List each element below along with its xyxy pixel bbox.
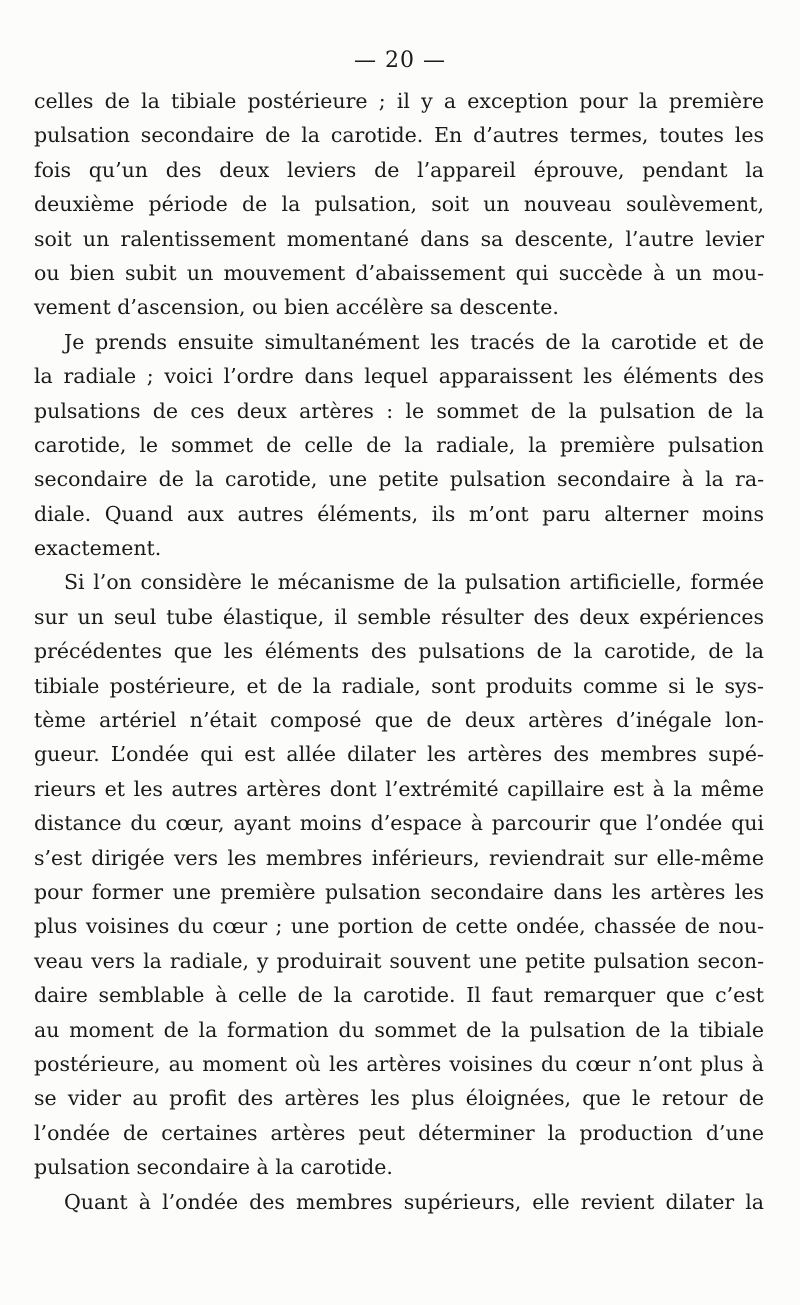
text-line: se vider au profit des artères les plus éloignées, que le retour de	[34, 1086, 764, 1111]
text-line: Quant à l’ondée des membres supérieurs, elle revient dilater la	[64, 1189, 764, 1214]
text-line: soit un ralentissement momentané dans sa descente, l’autre levier	[34, 226, 764, 251]
text-line: plus voisines du cœur ; une portion de cette ondée, chassée de nou-	[34, 914, 764, 939]
text-line: carotide, le sommet de celle de la radiale, la première pulsation	[34, 432, 764, 457]
text-line: veau vers la radiale, y produirait souvent une petite pulsation secon-	[34, 948, 764, 973]
text-line: celles de la tibiale postérieure ; il y a exception pour la première	[34, 89, 764, 113]
text-line: tème artériel n’était composé que de deux artères d’inégale lon-	[34, 708, 764, 733]
text-line: l’ondée de certaines artères peut déterminer la production d’une	[34, 1120, 764, 1145]
text-line: vement d’ascension, ou bien accélère sa descente.	[34, 295, 559, 320]
text-line: pulsation secondaire de la carotide. En d’autres termes, toutes les	[34, 123, 764, 148]
text-line: pulsations de ces deux artères : le sommet de la pulsation de la	[34, 398, 764, 423]
text-line: s’est dirigée vers les membres inférieurs, reviendrait sur elle-même	[34, 845, 764, 870]
page-number: — 20 —	[354, 48, 446, 73]
text-line: exactement.	[34, 536, 162, 561]
text-line: secondaire de la carotide, une petite pulsation secondaire à la ra-	[34, 467, 764, 492]
text-line: tibiale postérieure, et de la radiale, sont produits comme si le sys-	[34, 673, 764, 698]
text-line: gueur. L’ondée qui est allée dilater les artères des membres supé-	[34, 742, 764, 767]
text-line: deuxième période de la pulsation, soit un nouveau soulèvement,	[34, 192, 764, 217]
body-text	[34, 84, 764, 1219]
text-line: au moment de la formation du sommet de la pulsation de la tibiale	[34, 1017, 764, 1042]
text-line: Je prends ensuite simultanément les tracés de la carotide et de	[64, 329, 764, 354]
text-line: fois qu’un des deux leviers de l’appareil éprouve, pendant la	[34, 157, 764, 182]
text-line: diale. Quand aux autres éléments, ils m’ont paru alterner moins	[34, 501, 764, 526]
text-line: sur un seul tube élastique, il semble résulter des deux expériences	[34, 604, 764, 629]
text-line: la radiale ; voici l’ordre dans lequel apparaissent les éléments des	[34, 364, 764, 389]
text-line: distance du cœur, ayant moins d’espace à parcourir que l’ondée qui	[34, 811, 764, 836]
text-line: Si l’on considère le mécanisme de la pulsation artificielle, formée	[64, 570, 764, 595]
text-line: ou bien subit un mouvement d’abaissement qui succède à un mou-	[34, 260, 764, 285]
text-line: pour former une première pulsation secondaire dans les artères les	[34, 879, 764, 904]
text-line: rieurs et les autres artères dont l’extrémité capillaire est à la même	[34, 776, 764, 801]
text-line: daire semblable à celle de la carotide. Il faut remarquer que c’est	[34, 983, 764, 1008]
text-line: précédentes que les éléments des pulsations de la carotide, de la	[34, 639, 764, 664]
text-line: pulsation secondaire à la carotide.	[34, 1155, 393, 1180]
text-line: postérieure, au moment où les artères voisines du cœur n’ont plus à	[34, 1051, 764, 1076]
